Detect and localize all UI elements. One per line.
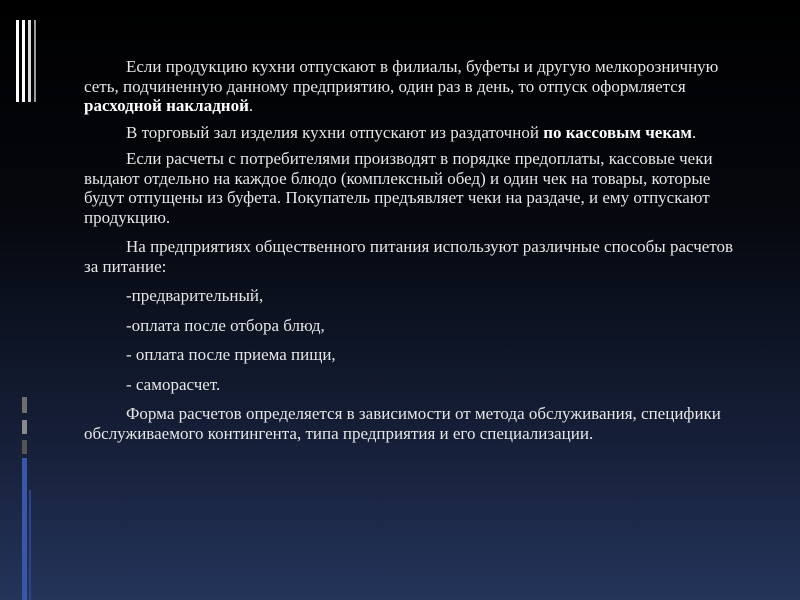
bar-top-white-1 <box>16 20 19 102</box>
list-item: -предварительный, <box>126 286 264 305</box>
bar-bottom-gray-1 <box>22 397 27 413</box>
bar-bottom-blue <box>22 458 27 600</box>
paragraph-4: На предприятиях общественного питания используют различные способы расчетов за питание: <box>84 237 734 276</box>
p1-bold: расходной накладной <box>84 96 249 115</box>
list-item: -оплата после отбора блюд, <box>126 315 325 335</box>
p2-end: . <box>691 122 697 142</box>
bar-top-white-2 <box>22 20 25 102</box>
p2-bold: по кассовым чекам <box>543 122 692 142</box>
paragraph-2 <box>84 123 748 143</box>
bar-bottom-gray-3 <box>22 440 27 454</box>
paragraph-1 <box>84 57 748 116</box>
list-item: - саморасчет. <box>126 374 221 394</box>
decorative-side-bars <box>0 0 40 600</box>
slide-text <box>84 57 748 453</box>
paragraph-5: Форма расчетов определяется в зависимости от метода обслуживания, специфики обслуживаемого контингента, типа предприятия и его специализации. <box>84 404 721 443</box>
bar-top-white-4 <box>34 20 36 102</box>
bar-bottom-gray-2 <box>22 420 27 434</box>
p1-text: Если продукцию кухни отпускают в филиалы, буфеты и другую мелкорозничную сеть, подчиненную данному предприятию, один раз в день, то отпуск оформляется <box>84 57 719 96</box>
paragraph-3: Если расчеты с потребителями производят в порядке предоплаты, кассовые чеки выдают отдельно на каждое блюдо (комплексный обед) и один чек на товары, которые будут отпущены из буфета. Покупатель предъявляет чеки на раздаче, и ему отпускают продукцию. <box>84 149 713 227</box>
bar-top-white-3 <box>28 20 31 102</box>
bar-bottom-blue-thin <box>29 490 31 600</box>
list-item: - оплата после приема пищи, <box>126 345 336 364</box>
p1-end: . <box>248 96 254 115</box>
p2-text: В торговый зал изделия кухни отпускают из раздаточной <box>126 122 544 142</box>
